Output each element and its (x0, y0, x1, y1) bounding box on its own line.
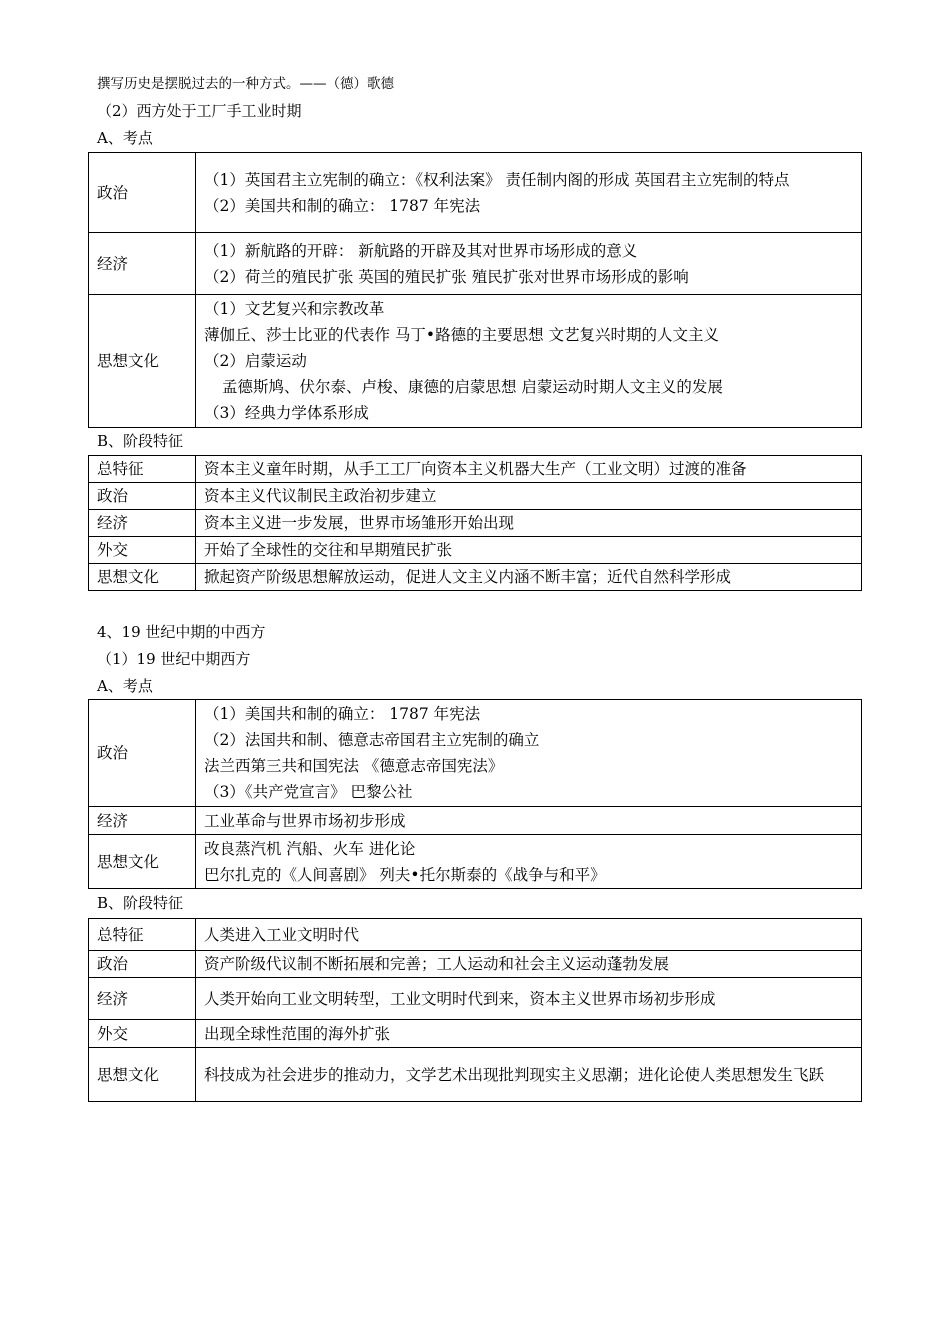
row-content: 人类开始向工业文明转型，工业文明时代到来，资本主义世界市场初步形成 (196, 978, 862, 1020)
row-content (196, 153, 862, 233)
content-line: 改良蒸汽机 汽船、火车 进化论 (204, 839, 416, 858)
row-content: 开始了全球性的交往和早期殖民扩张 (196, 537, 862, 564)
row-label: 经济 (89, 233, 196, 295)
row-content: 科技成为社会进步的推动力，文学艺术出现批判现实主义思潮；进化论使人类思想发生飞跃 (196, 1048, 862, 1102)
stage-features-heading: B、阶段特征 (97, 432, 184, 450)
row-label: 思想文化 (89, 1048, 196, 1102)
table-row (89, 978, 862, 1020)
content-line: （2）法国共和制、德意志帝国君主立宪制的确立 (204, 731, 540, 749)
section-heading-factory-handicraft: （2）西方处于工厂手工业时期 (97, 102, 302, 120)
row-content: 资本主义进一步发展，世界市场雏形开始出现 (196, 510, 862, 537)
exam-points-table-2 (88, 699, 862, 889)
table-row (89, 537, 862, 564)
table-row (89, 233, 862, 295)
content-line: （2）美国共和制的确立： 1787 年宪法 (204, 196, 481, 215)
row-label: 政治 (89, 153, 196, 233)
row-label: 外交 (89, 1020, 196, 1048)
stage-features-table-1 (88, 455, 862, 591)
row-label: 经济 (89, 510, 196, 537)
row-content: 资本主义代议制民主政治初步建立 (196, 483, 862, 510)
table-row (89, 1020, 862, 1048)
row-content (196, 807, 862, 835)
content-line: 孟德斯鸠、伏尔泰、卢梭、康德的启蒙思想 启蒙运动时期人文主义的发展 (222, 378, 723, 396)
row-content (196, 295, 862, 428)
exam-points-heading: A、考点 (97, 129, 153, 147)
exam-points-table-1 (88, 152, 862, 428)
content-line: （2）启蒙运动 (204, 352, 307, 370)
row-content: 资产阶级代议制不断拓展和完善；工人运动和社会主义运动蓬勃发展 (196, 951, 862, 978)
row-label: 经济 (89, 807, 196, 835)
table-row (89, 919, 862, 951)
epigraph-quote: 撰写历史是摆脱过去的一种方式。——（德）歌德 (97, 76, 394, 92)
row-content (196, 835, 862, 889)
content-line: （1）新航路的开辟： 新航路的开辟及其对世界市场形成的意义 (204, 241, 638, 260)
row-label: 政治 (89, 700, 196, 807)
subsection-heading-19th-west: （1）19 世纪中期西方 (97, 650, 251, 668)
table-row (89, 807, 862, 835)
content-line: 法兰西第三共和国宪法 《德意志帝国宪法》 (204, 757, 504, 775)
row-content: 资本主义童年时期，从手工工厂向资本主义机器大生产（工业文明）过渡的准备 (196, 456, 862, 483)
row-content: 掀起资产阶级思想解放运动，促进人文主义内涵不断丰富；近代自然科学形成 (196, 564, 862, 591)
row-label: 总特征 (89, 919, 196, 951)
content-line: （1）美国共和制的确立： 1787 年宪法 (204, 705, 481, 723)
table-row (89, 564, 862, 591)
table-row (89, 951, 862, 978)
row-content: 出现全球性范围的海外扩张 (196, 1020, 862, 1048)
row-label: 政治 (89, 483, 196, 510)
row-content (196, 700, 862, 807)
row-label: 总特征 (89, 456, 196, 483)
content-line: 工业革命与世界市场初步形成 (204, 811, 406, 830)
row-label: 思想文化 (89, 295, 196, 428)
table-row (89, 510, 862, 537)
content-line: 巴尔扎克的《人间喜剧》 列夫•托尔斯泰的《战争与和平》 (204, 865, 606, 884)
table-row (89, 295, 862, 428)
table-row (89, 483, 862, 510)
content-line: （1）英国君主立宪制的确立：《权利法案》 责任制内阁的形成 英国君主立宪制的特点 (204, 170, 790, 189)
content-line: （3）经典力学体系形成 (204, 404, 369, 422)
exam-points-heading: A、考点 (97, 677, 153, 695)
content-line: （1）文艺复兴和宗教改革 (204, 300, 385, 318)
content-line: （2）荷兰的殖民扩张 英国的殖民扩张 殖民扩张对世界市场形成的影响 (204, 267, 689, 286)
row-label: 外交 (89, 537, 196, 564)
row-content (196, 233, 862, 295)
row-label: 经济 (89, 978, 196, 1020)
stage-features-heading: B、阶段特征 (97, 894, 184, 912)
row-label: 政治 (89, 951, 196, 978)
row-label: 思想文化 (89, 564, 196, 591)
section-heading-19th-century: 4、19 世纪中期的中西方 (97, 623, 266, 641)
table-row (89, 456, 862, 483)
table-row (89, 153, 862, 233)
table-row (89, 1048, 862, 1102)
table-row (89, 835, 862, 889)
table-row (89, 700, 862, 807)
row-label: 思想文化 (89, 835, 196, 889)
row-content: 人类进入工业文明时代 (196, 919, 862, 951)
content-line: （3）《共产党宣言》 巴黎公社 (204, 783, 413, 801)
stage-features-table-2 (88, 918, 862, 1102)
content-line: 薄伽丘、莎士比亚的代表作 马丁•路德的主要思想 文艺复兴时期的人文主义 (204, 326, 719, 344)
